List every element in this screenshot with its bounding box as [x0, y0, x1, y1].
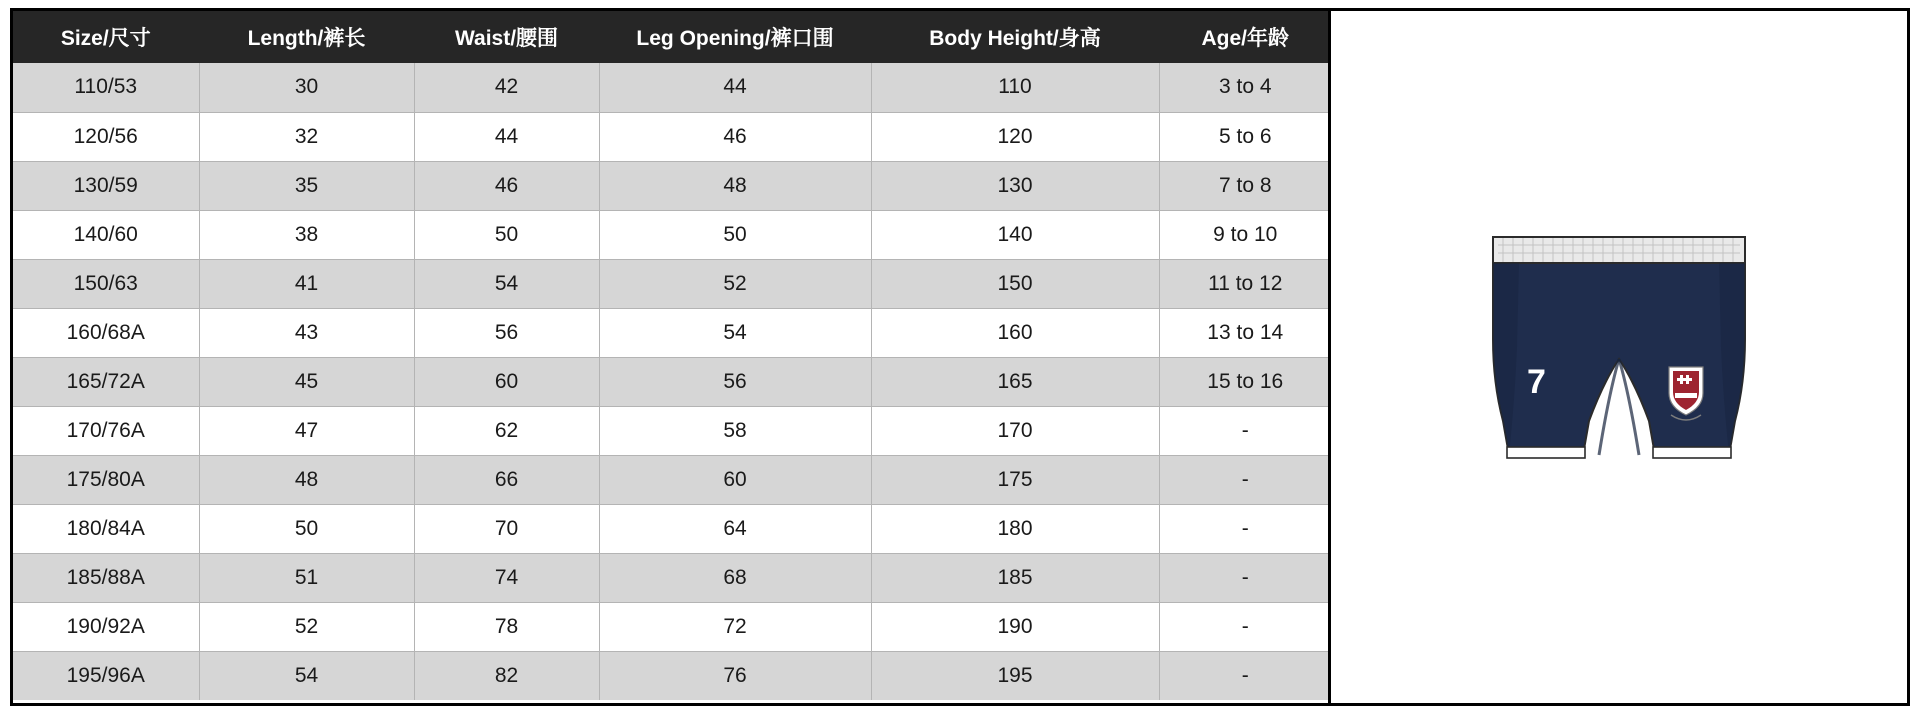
cell-age: 15 to 16 — [1159, 357, 1331, 406]
cell-age: 7 to 8 — [1159, 161, 1331, 210]
cell-size: 140/60 — [13, 210, 199, 259]
table-header — [13, 11, 1331, 63]
cell-body-height: 180 — [871, 504, 1159, 553]
table-row — [13, 63, 1331, 112]
cell-length: 48 — [199, 455, 414, 504]
cell-body-height: 110 — [871, 63, 1159, 112]
cell-size: 180/84A — [13, 504, 199, 553]
cell-age: - — [1159, 406, 1331, 455]
column-header-length: Length/裤长 — [199, 11, 414, 63]
cell-length: 41 — [199, 259, 414, 308]
cell-body-height: 120 — [871, 112, 1159, 161]
cell-leg-opening: 44 — [599, 63, 871, 112]
shorts-illustration — [1459, 207, 1779, 507]
cell-leg-opening: 58 — [599, 406, 871, 455]
cell-body-height: 190 — [871, 602, 1159, 651]
size-table-pane — [13, 11, 1331, 703]
cell-length: 50 — [199, 504, 414, 553]
cell-size: 130/59 — [13, 161, 199, 210]
cell-size: 120/56 — [13, 112, 199, 161]
cell-body-height: 185 — [871, 553, 1159, 602]
table-row — [13, 553, 1331, 602]
chart-frame — [10, 8, 1910, 706]
cell-leg-opening: 48 — [599, 161, 871, 210]
cell-length: 47 — [199, 406, 414, 455]
cell-waist: 42 — [414, 63, 599, 112]
cell-length: 35 — [199, 161, 414, 210]
cell-age: 11 to 12 — [1159, 259, 1331, 308]
cell-size: 110/53 — [13, 63, 199, 112]
cell-length: 52 — [199, 602, 414, 651]
cell-body-height: 160 — [871, 308, 1159, 357]
cell-waist: 54 — [414, 259, 599, 308]
jersey-number: 7 — [1527, 363, 1546, 401]
cell-length: 30 — [199, 63, 414, 112]
cell-age: 3 to 4 — [1159, 63, 1331, 112]
column-header-leg-opening: Leg Opening/裤口围 — [599, 11, 871, 63]
cell-leg-opening: 50 — [599, 210, 871, 259]
column-header-body-height: Body Height/身高 — [871, 11, 1159, 63]
cell-waist: 82 — [414, 651, 599, 700]
product-image-pane — [1331, 11, 1907, 703]
cell-waist: 78 — [414, 602, 599, 651]
cell-length: 38 — [199, 210, 414, 259]
cell-waist: 46 — [414, 161, 599, 210]
cell-age: 9 to 10 — [1159, 210, 1331, 259]
cell-size: 160/68A — [13, 308, 199, 357]
cell-size: 175/80A — [13, 455, 199, 504]
cell-waist: 56 — [414, 308, 599, 357]
cell-age: - — [1159, 602, 1331, 651]
cell-size: 195/96A — [13, 651, 199, 700]
cell-leg-opening: 56 — [599, 357, 871, 406]
cell-body-height: 175 — [871, 455, 1159, 504]
cell-body-height: 140 — [871, 210, 1159, 259]
cell-age: - — [1159, 553, 1331, 602]
table-row — [13, 406, 1331, 455]
table-row — [13, 308, 1331, 357]
cell-leg-opening: 64 — [599, 504, 871, 553]
table-row — [13, 651, 1331, 700]
cell-leg-opening: 46 — [599, 112, 871, 161]
table-row — [13, 259, 1331, 308]
cell-age: 5 to 6 — [1159, 112, 1331, 161]
cell-waist: 66 — [414, 455, 599, 504]
table-row — [13, 602, 1331, 651]
size-table — [13, 11, 1331, 700]
cell-size: 150/63 — [13, 259, 199, 308]
cell-waist: 50 — [414, 210, 599, 259]
table-row — [13, 112, 1331, 161]
cell-size: 170/76A — [13, 406, 199, 455]
table-row — [13, 504, 1331, 553]
cell-body-height: 150 — [871, 259, 1159, 308]
cell-length: 54 — [199, 651, 414, 700]
table-row — [13, 357, 1331, 406]
cell-waist: 62 — [414, 406, 599, 455]
cell-waist: 44 — [414, 112, 599, 161]
cell-size: 190/92A — [13, 602, 199, 651]
cell-size: 165/72A — [13, 357, 199, 406]
table-row — [13, 210, 1331, 259]
cell-length: 43 — [199, 308, 414, 357]
cell-body-height: 170 — [871, 406, 1159, 455]
cell-waist: 74 — [414, 553, 599, 602]
cell-length: 45 — [199, 357, 414, 406]
cell-length: 51 — [199, 553, 414, 602]
cell-age: - — [1159, 651, 1331, 700]
column-header-size: Size/尺寸 — [13, 11, 199, 63]
cell-length: 32 — [199, 112, 414, 161]
cell-waist: 60 — [414, 357, 599, 406]
table-row — [13, 161, 1331, 210]
cell-age: - — [1159, 504, 1331, 553]
cell-waist: 70 — [414, 504, 599, 553]
cell-leg-opening: 54 — [599, 308, 871, 357]
column-header-age: Age/年龄 — [1159, 11, 1331, 63]
cell-leg-opening: 76 — [599, 651, 871, 700]
cell-size: 185/88A — [13, 553, 199, 602]
cell-leg-opening: 52 — [599, 259, 871, 308]
cell-body-height: 130 — [871, 161, 1159, 210]
cell-leg-opening: 72 — [599, 602, 871, 651]
table-row — [13, 455, 1331, 504]
cell-leg-opening: 60 — [599, 455, 871, 504]
table-body — [13, 63, 1331, 700]
cell-body-height: 165 — [871, 357, 1159, 406]
table-header-row — [13, 11, 1331, 63]
cell-body-height: 195 — [871, 651, 1159, 700]
cell-age: - — [1159, 455, 1331, 504]
cell-age: 13 to 14 — [1159, 308, 1331, 357]
cell-leg-opening: 68 — [599, 553, 871, 602]
column-header-waist: Waist/腰围 — [414, 11, 599, 63]
